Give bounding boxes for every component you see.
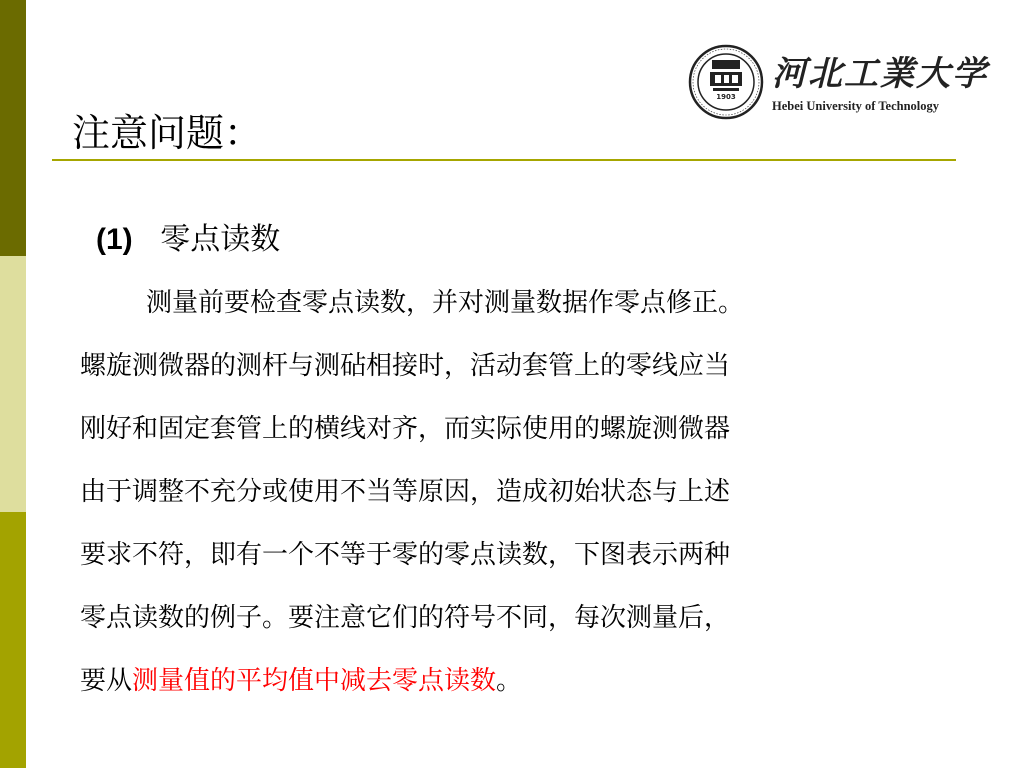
last-line-prefix: 要从 — [80, 666, 133, 696]
paragraph-line: 刚好和固定套管上的横线对齐，而实际使用的螺旋测微器 — [80, 414, 731, 444]
sidebar-top-segment — [0, 0, 26, 256]
highlighted-instruction: 测量值的平均值中减去零点读数 — [132, 666, 497, 696]
title-divider — [52, 159, 956, 161]
paragraph-line: 螺旋测微器的测杆与测砧相接时，活动套管上的零线应当 — [80, 351, 731, 381]
logo-chinese-name: 河北工業大学 — [772, 54, 988, 94]
sidebar-bottom-segment — [0, 512, 26, 768]
university-logo — [688, 44, 988, 122]
paragraph-line: 零点读数的例子。要注意它们的符号不同，每次测量后， — [80, 603, 731, 633]
paragraph-line: 由于调整不充分或使用不当等原因，造成初始状态与上述 — [80, 477, 731, 507]
section-title: 零点读数 — [160, 222, 281, 257]
body-paragraph — [80, 272, 960, 713]
sidebar-middle-segment — [0, 256, 26, 512]
paragraph-line: 测量前要检查零点读数，并对测量数据作零点修正。 — [146, 288, 745, 318]
seal-year: 1903 — [716, 93, 736, 101]
university-seal-icon — [688, 44, 764, 120]
section-heading — [96, 214, 280, 258]
last-line-suffix: 。 — [496, 666, 523, 696]
section-number: (1) — [96, 223, 133, 256]
paragraph-line: 要求不符，即有一个不等于零的零点读数，下图表示两种 — [80, 540, 731, 570]
paragraph-last-line — [80, 650, 960, 713]
slide-title: 注意问题： — [72, 111, 263, 155]
logo-english-name: Hebei University of Technology — [772, 99, 940, 113]
